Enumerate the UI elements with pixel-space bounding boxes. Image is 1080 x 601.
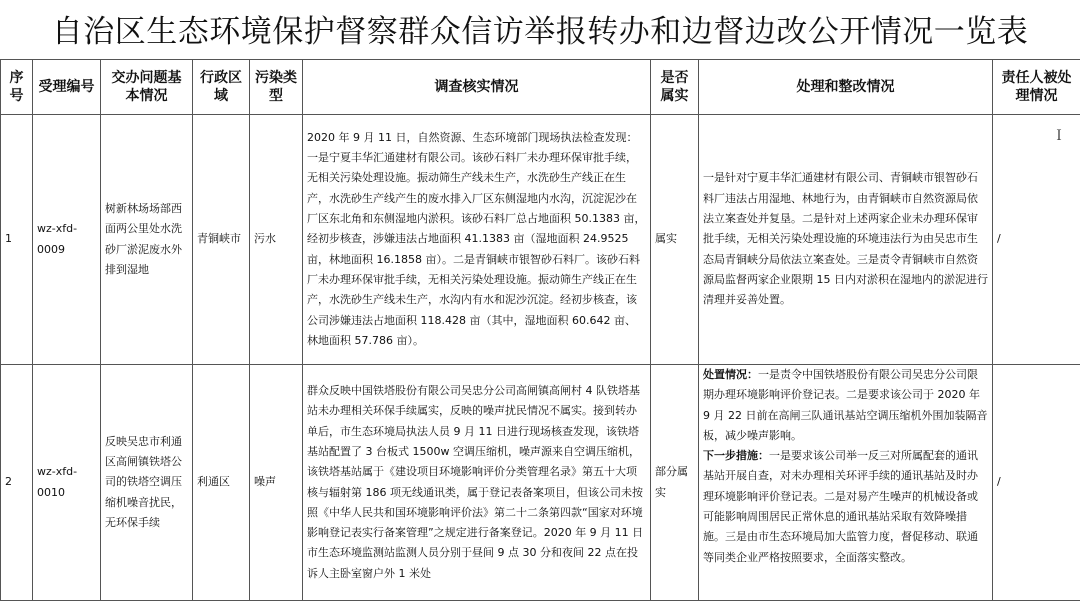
- petition-table: [0, 59, 1080, 601]
- cell-case-no: wz-xfd-0010: [33, 365, 101, 601]
- column-header-handling: 处理和整改情况: [699, 60, 993, 115]
- cell-responsible: /: [993, 115, 1080, 365]
- column-header-investigation: 调查核实情况: [303, 60, 651, 115]
- table-header-row: [1, 60, 1080, 115]
- page-title: 自治区生态环境保护督察群众信访举报转办和边督边改公开情况一览表: [0, 0, 1080, 56]
- cell-region: 青铜峡市: [193, 115, 250, 365]
- cell-pollution: 污水: [250, 115, 303, 365]
- cell-investigation: 2020 年 9 月 11 日，自然资源、生态环境部门现场执法检查发现：一是宁夏丰华汇通建材有限公司。该砂石料厂未办理环保审批手续，无相关污染处理设施。振动筛生产线未生产，水洗砂生产线正在生产，水洗砂生产线产生的废水排入厂区东侧湿地内水沟，沉淀泥沙在厂区东北角和东侧湿地内淤积。该砂石料厂总占地面积 50.1383 亩，经初步核查，涉嫌违法占地面积 41.1383 亩（湿地面积 24.9525 亩，林地面积 16.1858 亩）。二是青铜峡市银智砂石料厂。该砂石料厂未办理环保审批手续，无相关污染处理设施。振动筛生产线正在生产，水洗砂生产线未生产，水沟内有水和泥沙沉淀。经初步核查，该公司涉嫌违法占地面积 118.428 亩（其中，湿地面积 60.642 亩、林地面积 57.786 亩）。: [303, 115, 651, 365]
- text-cursor-icon: Ｉ: [1052, 128, 1062, 144]
- table-row: [1, 365, 1080, 601]
- column-header-verified: 是否属实: [651, 60, 699, 115]
- cell-verified: 属实: [651, 115, 699, 365]
- cell-investigation: 群众反映中国铁塔股份有限公司吴忠分公司高闸镇高闸村 4 队铁塔基站未办理相关环保手续属实，反映的噪声扰民情况不属实。接到转办单后，市生态环境局执法人员 9 月 11 日进行现场核查发现，该铁塔基站配置了 3 台板式 1500w 空调压缩机，噪声源来自空调压缩机，该铁塔基站属于《建设项目环境影响评价分类管理名录》第五十大项核与辐射第 186 项无线通讯类，属于登记表备案项目，但该公司未按照《中华人民共和国环境影响评价法》第二十二条第四款“国家对环境影响登记表实行备案管理”之规定进行备案登记。2020 年 9 月 11 日市生态环境监测站监测人员分别于昼间 9 点 30 分和夜间 22 点在投诉人主卧室窗户外 1 米处: [303, 365, 651, 601]
- handling-text: 一是责令中国铁塔股份有限公司吴忠分公司限期办理环境影响评价登记表。二是要求该公司于 2020 年 9 月 22 日前在高闸三队通讯基站空调压缩机外围加装隔音板，减少噪声影响。: [703, 368, 987, 442]
- cell-pollution: 噪声: [250, 365, 303, 601]
- handling-next-text: 一是要求该公司举一反三对所属配套的通讯基站开展自查，对未办理相关环评手续的通讯基站及时办理环境影响评价登记表。二是对易产生噪声的机械设备或可能影响周围居民正常休息的通讯基站采取有效降噪措施。三是由市生态环境局加大监管力度，督促移动、联通等同类企业严格按照要求，全面落实整改。: [703, 449, 978, 563]
- cell-issue: 树新林场场部西面两公里处水洗砂厂淤泥废水外排到湿地: [101, 115, 193, 365]
- column-header-issue: 交办问题基本情况: [101, 60, 193, 115]
- column-header-region: 行政区域: [193, 60, 250, 115]
- cell-region: 利通区: [193, 365, 250, 601]
- column-header-seq: 序号: [1, 60, 33, 115]
- handling-text: 一是针对宁夏丰华汇通建材有限公司、青铜峡市银智砂石料厂违法占用湿地、林地行为，由青铜峡市自然资源局依法立案查处并复垦。二是针对上述两家企业未办理环保审批手续，无相关污染处理设施的环境违法行为由吴忠市生态局青铜峡分局依法立案查处。三是责令青铜峡市自然资源局监督两家企业限期 15 日内对淤积在湿地内的淤泥进行清理并妥善处置。: [703, 171, 988, 306]
- cell-handling: [699, 365, 993, 601]
- cell-seq: 2: [1, 365, 33, 601]
- handling-next-lead: 下一步措施：: [703, 449, 769, 462]
- cell-verified: 部分属实: [651, 365, 699, 601]
- column-header-pollution: 污染类型: [250, 60, 303, 115]
- cell-case-no: wz-xfd-0009: [33, 115, 101, 365]
- handling-lead: 处置情况：: [703, 368, 758, 381]
- column-header-responsible: 责任人被处理情况: [993, 60, 1080, 115]
- cell-seq: 1: [1, 115, 33, 365]
- cell-handling: [699, 115, 993, 365]
- cell-issue: 反映吴忠市利通区高闸镇铁塔公司的铁塔空调压缩机噪音扰民，无环保手续: [101, 365, 193, 601]
- column-header-case-no: 受理编号: [33, 60, 101, 115]
- cell-responsible: /: [993, 365, 1080, 601]
- table-row: [1, 115, 1080, 365]
